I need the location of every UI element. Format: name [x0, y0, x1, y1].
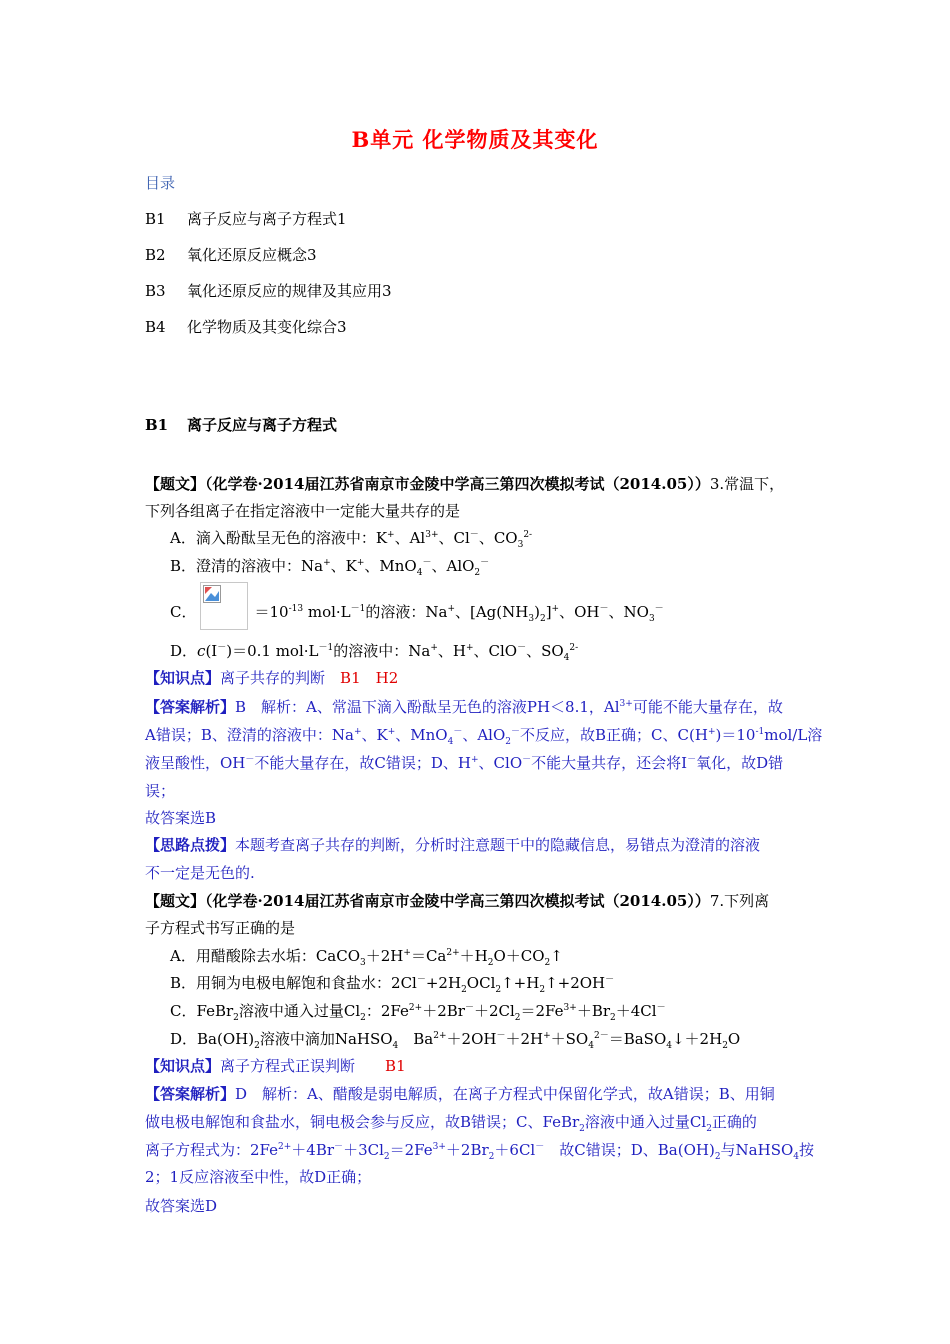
q1-option-c-text: ＝10	[254, 603, 289, 621]
q2-answer-line4: 2；1反应溶液至中性，故D正确；	[145, 1168, 372, 1186]
broken-image-icon	[200, 582, 248, 630]
q2-option-b: B．用铜为电极电解饱和食盐水：$2Cl^-+2H_2OCl_2↑+H_2↑+2OH^-$	[170, 974, 615, 995]
toc-code: B4	[145, 318, 166, 336]
q1-stem-tail: 3.常温下，	[709, 475, 785, 493]
q2-stem-line2: 子方程式书写正确的是	[145, 919, 296, 937]
q1-option-a-text: A．滴入酚酞呈无色的溶液中：K	[170, 529, 388, 547]
q2-source: （化学卷·2014届江苏省南京市金陵中学高三第四次模拟考试（2014.05））	[205, 892, 710, 910]
q2-answer-tag: 【答案解析】	[145, 1085, 236, 1103]
q1-tip-line2: 不一定是无色的.	[145, 864, 255, 882]
q1-option-c-label: C．	[170, 603, 197, 621]
q1-answer-text2: A错误；B、澄清的溶液中：Na	[145, 726, 354, 744]
q2-answer-text3: 离子方程式为：2Fe	[145, 1141, 279, 1159]
toc-item-b1[interactable]	[145, 208, 347, 229]
toc-code: B2	[145, 246, 166, 264]
q2-tag: 【题文】	[145, 892, 206, 910]
toc-text: 离子反应与离子方程式1	[187, 210, 347, 228]
q2-knowledge-codes: B1	[385, 1057, 406, 1075]
q1-option-b-text: B．澄清的溶液中：Na	[170, 557, 324, 575]
section-code: B1	[145, 416, 169, 434]
q2-stem	[145, 891, 769, 911]
section-title: 离子反应与离子方程式	[187, 416, 338, 434]
q1-answer-text1: 解析：A、常温下滴入酚酞呈无色的溶液PH＜8.1，Al	[246, 698, 620, 716]
q1-knowledge-codes: B1 H2	[340, 669, 399, 687]
q2-knowledge-text: 离子方程式正误判断	[220, 1057, 356, 1075]
q2-answer-text1: 解析：A、醋酸是弱电解质，在离子方程式中保留化学式，故A错误；B、用铜	[247, 1085, 775, 1103]
q1-answer-text3: 液呈酸性，OH	[145, 754, 246, 772]
q1-answer-line1: 【答案解析】B 解析：A、常温下滴入酚酞呈无色的溶液PH＜8.1，$Al^{3+}$可能不能大量存在，故	[145, 698, 783, 716]
toc-code: B3	[145, 282, 166, 300]
q1-answer-line4: 误；	[145, 782, 176, 800]
q2-answer-conclusion: 故答案选D	[145, 1197, 218, 1215]
q1-tip-line1	[145, 835, 760, 855]
q2-option-c: C．FeBr$_2$溶液中通入过量$Cl_2$：$2Fe^{2+}+2Br^-+2Cl_2=2Fe^{3+}+Br_2+4Cl^-$	[170, 1002, 666, 1023]
q1-tip-tag: 【思路点拨】	[145, 836, 236, 854]
q2-answer-line1	[145, 1084, 775, 1104]
toc-text: 化学物质及其变化综合3	[187, 318, 347, 336]
q1-answer-letter: B	[235, 698, 247, 716]
q2-option-d-text: D．Ba(OH)	[170, 1030, 255, 1048]
q1-option-b: B．澄清的溶液中：Na+、K+、MnO$_4$－、AlO$_2$－	[170, 557, 490, 578]
q1-answer-line2: A错误；B、澄清的溶液中：Na+、K+、MnO$_4$－、AlO$_2$－不反应，故B正确；C、$C(H^+)=10^{-1}mol/L$溶	[145, 726, 823, 747]
q1-option-d: D．c(I－)＝0.1 $mol\cdot L^{-1}$的溶液中：Na+、H+、ClO－、$SO_4^{2-}$	[170, 642, 579, 663]
q2-answer-line3: 离子方程式为：$2Fe^{2+}+4Br^-+3Cl_2=2Fe^{3+}+2Br_2+6Cl^-$ 故C错误；D、$Ba(OH)_2$与NaHSO$_4$按	[145, 1141, 815, 1162]
q1-stem-line2: 下列各组离子在指定溶液中一定能大量共存的是	[145, 502, 461, 520]
q1-option-a: A．滴入酚酞呈无色的溶液中：K+、$Al^{3+}$、Cl－、$CO_3^{2-}$	[170, 529, 533, 550]
q1-knowledge	[145, 668, 398, 688]
q2-answer-text2: 做电极电解饱和食盐水，铜电极会参与反应，故B错误；C、FeBr	[145, 1113, 580, 1131]
toc-item-b2[interactable]	[145, 244, 317, 265]
q2-option-b-text: B．用铜为电极电解饱和食盐水：2Cl	[170, 974, 417, 992]
toc-item-b4[interactable]	[145, 316, 347, 337]
q2-answer-letter: D	[235, 1085, 248, 1103]
toc-code: B1	[145, 210, 166, 228]
q1-tag: 【题文】	[145, 475, 206, 493]
q1-option-c: C． $=10^{-13}$ $mol\cdot L^{-1}$的溶液：Na+、$[Ag(NH_3)_2]^+$、OH－、$NO_3^-$	[170, 596, 664, 630]
q1-source: （化学卷·2014届江苏省南京市金陵中学高三第四次模拟考试（2014.05））	[205, 475, 710, 493]
q1-answer-text1-tail: 可能不能大量存在，故	[632, 698, 783, 716]
q2-knowledge	[145, 1056, 406, 1076]
q1-stem	[145, 474, 784, 494]
toc-heading[interactable]: 目录	[145, 174, 176, 192]
q1-option-d-label: D．	[170, 642, 198, 660]
q2-option-a: A．用醋酸除去水垢：$CaCO_3+2H^+=Ca^{2+}+H_2O+CO_2↑$	[170, 947, 563, 968]
q2-answer-line2: 做电极电解饱和食盐水，铜电极会参与反应，故B错误；C、FeBr$_2$溶液中通入过量$Cl_2$正确的	[145, 1113, 757, 1134]
q1-answer-line3: 液呈酸性，OH－不能大量存在，故C错误；D、H+、ClO－不能大量共存，还会将I－氧化，故D错	[145, 754, 784, 772]
toc-text: 氧化还原反应概念3	[187, 246, 317, 264]
q1-answer-tag: 【答案解析】	[145, 698, 236, 716]
q2-knowledge-tag: 【知识点】	[145, 1057, 221, 1075]
q1-knowledge-text: 离子共存的判断	[220, 669, 326, 687]
document-title: B单元 化学物质及其变化	[351, 127, 599, 152]
toc-item-b3[interactable]	[145, 280, 392, 301]
q2-option-a-text: A．用醋酸除去水垢：CaCO	[170, 947, 361, 965]
section-heading	[145, 414, 337, 435]
q1-knowledge-tag: 【知识点】	[145, 669, 221, 687]
q2-option-c-text: C．FeBr	[170, 1002, 234, 1020]
q1-answer-conclusion: 故答案选B	[145, 809, 217, 827]
q1-tip-text1: 本题考查离子共存的判断，分析时注意题干中的隐藏信息，易错点为澄清的溶液	[235, 836, 761, 854]
toc-text: 氧化还原反应的规律及其应用3	[187, 282, 392, 300]
q2-option-d: D．$Ba(OH)_2$溶液中滴加NaHSO$_4$ $Ba^{2+}+2OH^-+2H^++SO_4^{2-}=BaSO_4↓+2H_2O$	[170, 1030, 741, 1051]
q2-stem-tail: 7.下列离	[709, 892, 770, 910]
